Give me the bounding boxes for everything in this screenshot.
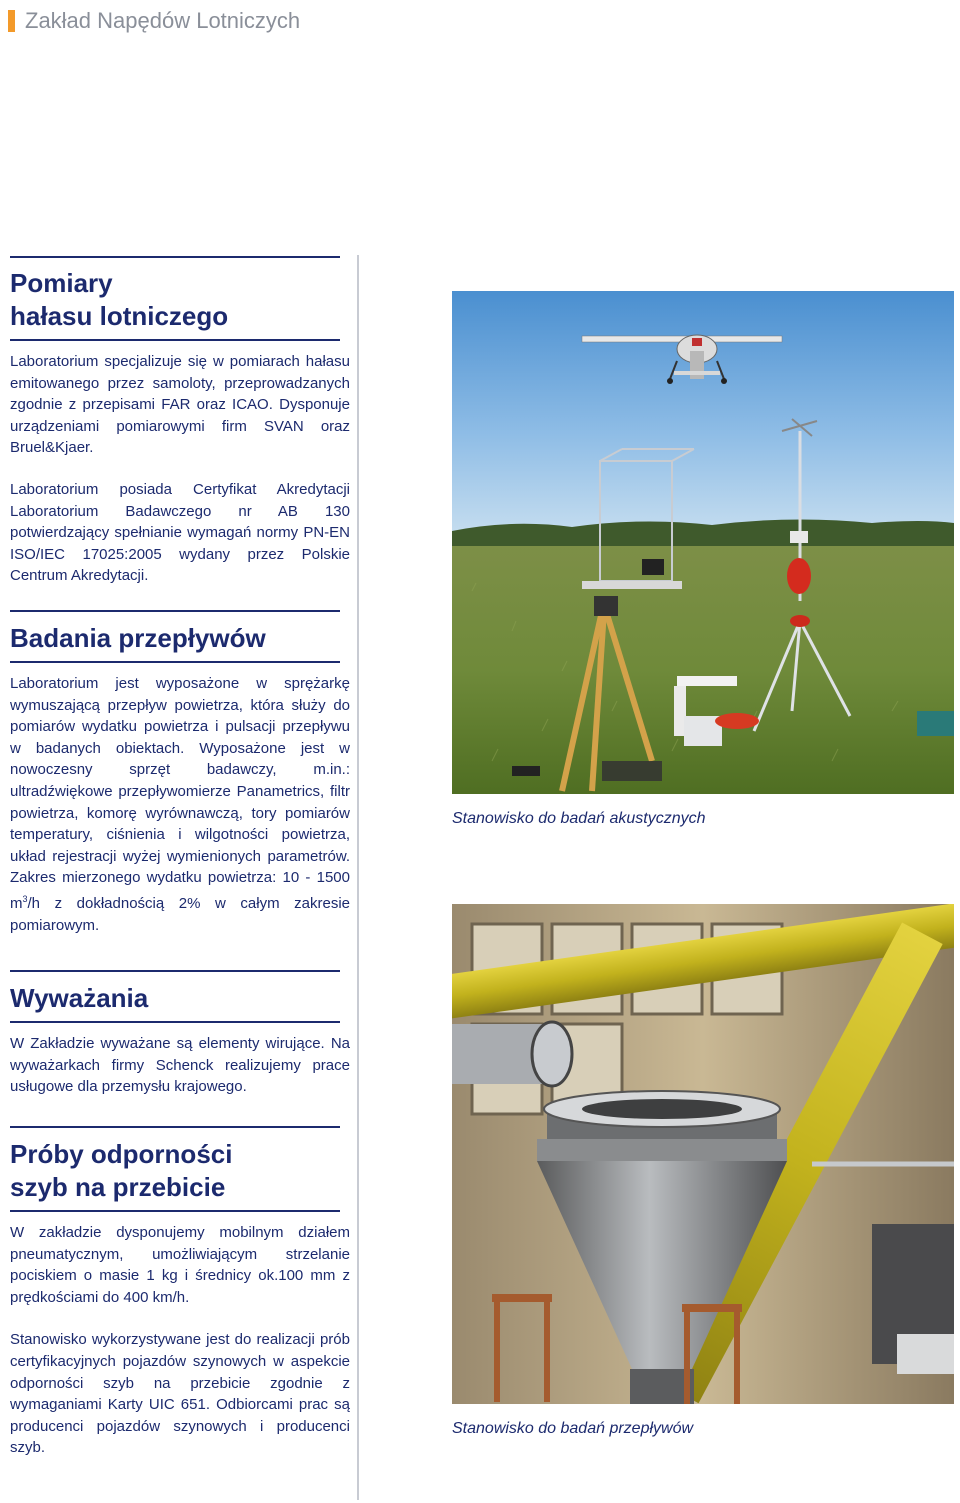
superscript: 3 <box>22 893 28 904</box>
page-header <box>8 6 300 36</box>
section-title <box>10 267 350 333</box>
paragraph-text: /h z dokładnością 2% w całym zakresie pomiarowym. <box>10 894 350 934</box>
acoustic-station-photo <box>452 291 954 794</box>
section-title-line: Pomiary <box>10 268 113 298</box>
header-title: Zakład Napędów Lotniczych <box>25 8 301 33</box>
section-glass <box>10 1126 350 1459</box>
section-paragraph: W Zakładzie wyważane są elementy wirujące. Na wyważarkach firmy Schenck realizujemy prace usługowe dla przemysłu krajowego. <box>10 1035 350 1096</box>
flow-photo-caption: Stanowisko do badań przepływów <box>452 1420 694 1437</box>
section-paragraph: Laboratorium posiada Certyfikat Akredytacji Laboratorium Badawczego nr AB 130 potwierdzający spełnianie wymagań normy PN-EN ISO/IEC 17025:2005 wydany przez Polskie Centrum Akredytacji. <box>10 480 350 585</box>
section-paragraph: Stanowisko wykorzystywane jest do realizacji prób certyfikacyjnych pojazdów szynowych w aspekcie odporności szyb na przebicie zgodnie z wymaganiami Karty UIC 651. Odbiorcami prac są producenci pojazdów szynowych i producenci szyb. <box>10 1331 350 1457</box>
section-title-line: szyb na przebicie <box>10 1172 226 1202</box>
section-paragraph: W zakładzie dysponujemy mobilnym działem pneumatycznym, umożliwiającym strzelanie pociskiem o masie 1 kg i średnicy ok.100 mm z prędkościami do 400 km/h. <box>10 1224 350 1306</box>
section-title: Wyważania <box>10 983 149 1013</box>
section-paragraph <box>10 673 350 936</box>
section-title-line: Próby odporności <box>10 1139 233 1169</box>
section-title: Badania przepływów <box>10 623 266 653</box>
section-paragraph: Laboratorium specjalizuje się w pomiarach hałasu emitowanego przez samoloty, przeprowadzanych zgodnie z przepisami FAR oraz ICAO. Dysponuje urządzeniami pomiarowymi firm SVAN oraz Bruel&Kjaer. <box>10 353 350 457</box>
column-divider <box>357 255 359 1500</box>
section-title-line: hałasu lotniczego <box>10 301 229 331</box>
acoustic-photo-caption: Stanowisko do badań akustycznych <box>452 810 706 827</box>
section-noise <box>10 256 350 587</box>
section-flow <box>10 610 350 936</box>
section-title <box>10 1138 350 1204</box>
header-accent-bar <box>8 10 15 32</box>
flow-station-photo <box>452 904 954 1404</box>
section-balancing <box>10 970 350 1098</box>
paragraph-text: Laboratorium jest wyposażone w sprężarkę wymuszającą przepływ powietrza, która służy do pomiarów wydatku powietrza i pulsacji przepływu w badanych obiektach. Wyposażone jest w nowoczesny sprzęt badawczy, m.in.: ultradźwiękowe przepływomierze Panametrics, filtr powietrza, komorę wyrównawczą, tory pomiarów temperatury, ciśnienia i wilgotności powietrza, układ rejestracji wyżej wymienionych parametrów. Zakres mierzonego wydatku powietrza: 10 - 1500 m <box>10 675 350 912</box>
